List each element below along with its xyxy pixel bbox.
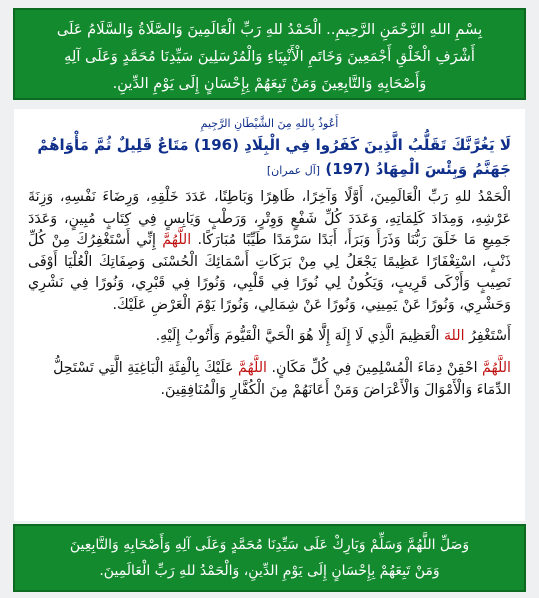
opening-banner <box>13 8 526 100</box>
closing-line-1: وَصَلِّ اللَّهُمَّ وَسَلِّمْ وَبَارِكْ عَلَى سَيِّدِنَا مُحَمَّدٍ وَعَلَى آلِهِ وَأَصْحَابِهِ وَالتَّابِعِينَ <box>69 537 470 553</box>
allahumma-highlight-2: اللَّهُمَّ <box>482 360 511 376</box>
dua-istighfar-text: إِنِّي أَسْتَغْفِرُكَ مِنْ كُلِّ ذَنْبٍ، اسْتِغْفَارًا عَظِيمًا يَجْعَلُ لِي مِنْ بَرَكَاتِ أَسْمَائِكَ الْحُسْنَى وَصِفَاتِكَ الْعُلْيَا أَوْفَى نَصِيبٍ وَأَزْكَى قَرِيبٍ، وَيَكُونُ لِي نُورًا فِي قَلْبِي، وَنُورًا فِي قَبْرِي، وَنُورًا فِي نَشْرِي وَحَشْرِي، وَنُورًا عَنْ يَمِينِي، وَنُورًا عَنْ شِمَالِي، وَنُورًا يَوْمَ الْعَرْضِ عَلَيْكَ. <box>28 232 511 313</box>
allahumma-highlight: اللَّهُمَّ <box>162 232 192 248</box>
verse-line-2: وَبِئْسَ الْمِهَادُ (197) <box>325 160 468 178</box>
allahumma-highlight-3: اللَّهُمَّ <box>238 360 267 376</box>
closing-line-2: وَمَنْ تَبِعَهُمْ بِإِحْسَانٍ إِلَى يَوْمِ الدِّينِ، وَالْحَمْدُ للهِ رَبِّ الْعَالَمِينَ. <box>99 563 440 579</box>
opening-line-3: وَأَصْحَابِهِ وَالتَّابِعِينَ وَمَنْ تَبِعَهُمْ بِإِحْسَانٍ إِلَى يَوْمِ الدِّينِ. <box>112 75 427 92</box>
dua-hamd-text: الْحَمْدُ للهِ رَبِّ الْعَالَمِينَ، أَوَّلًا وَآخِرًا، ظَاهِرًا وَبَاطِنًا، عَدَدَ خَلْقِهِ، وَرِضَاءَ نَفْسِهِ، وَزِنَةَ عَرْشِهِ، وَمِدَادَ كَلِمَاتِهِ، وَعَدَدَ كُلِّ شَفْعٍ وَوِتْرٍ، وَرَطْبٍ وَيَابِسٍ فِي كِتَابٍ مُبِينٍ، وَعَدَدَ جَمِيعِ مَا خَلَقَ رَبُّنَا وَذَرَأَ وَبَرَأَ، أَبَدًا سَرْمَدًا طَيِّبًا مُبَارَكًا. <box>28 189 511 248</box>
quran-verse <box>28 133 511 183</box>
dua-paragraph <box>28 187 511 316</box>
istighfar-paragraph <box>28 325 511 347</box>
surah-reference: [آل عمران] <box>266 164 321 177</box>
supplication-paragraph <box>28 357 511 401</box>
opening-line-1: بِسْمِ اللهِ الرَّحْمَنِ الرَّحِيمِ.. الْحَمْدُ للهِ رَبِّ الْعَالَمِينَ وَالصَّلَاةُ وَالسَّلَامُ عَلَى <box>56 21 483 38</box>
closing-banner <box>13 524 526 592</box>
istiadha-heading: أَعُوذُ بِاللهِ مِنَ الشَّيْطَانِ الرَّجِيمِ <box>200 117 339 130</box>
dua-card <box>14 109 525 521</box>
supplication-text-2: عَلَيْكَ بِالْفِئَةِ الْبَاغِيَةِ الَّتِي تَسْتَحِلُّ الدِّمَاءَ وَالْأَمْوَالَ وَالْأَعْرَاضَ وَمَنْ أَعَانَهُمْ مِنَ الْكُفَّارِ وَالْمُنَافِقِينَ. <box>53 360 511 398</box>
istighfar-rest: الْعَظِيمَ الَّذِي لَا إِلَهَ إِلَّا هُوَ الْحَيَّ الْقَيُّومَ وَأَتُوبُ إِلَيْهِ. <box>155 328 440 344</box>
verse-line-1: لَا يَغُرَّنَّكَ تَقَلُّبُ الَّذِينَ كَفَرُوا فِي الْبِلَادِ (196) مَتَاعٌ قَلِيلٌ ثُمَّ مَأْوَاهُمْ جَهَنَّمُ <box>37 136 511 178</box>
opening-line-2: أَشْرَفِ الْخَلْقِ أَجْمَعِينَ وَخَاتَمِ الْأَنْبِيَاءِ وَالْمُرْسَلِينَ سَيِّدِنَا مُحَمَّدٍ وَعَلَى آلِهِ <box>64 48 475 65</box>
allah-highlight: اللهَ <box>443 328 465 344</box>
istighfar-word: أَسْتَغْفِرُ <box>469 328 511 344</box>
supplication-text-1: احْقِنْ دِمَاءَ الْمُسْلِمِينَ فِي كُلِّ مَكَانٍ. <box>271 360 478 376</box>
